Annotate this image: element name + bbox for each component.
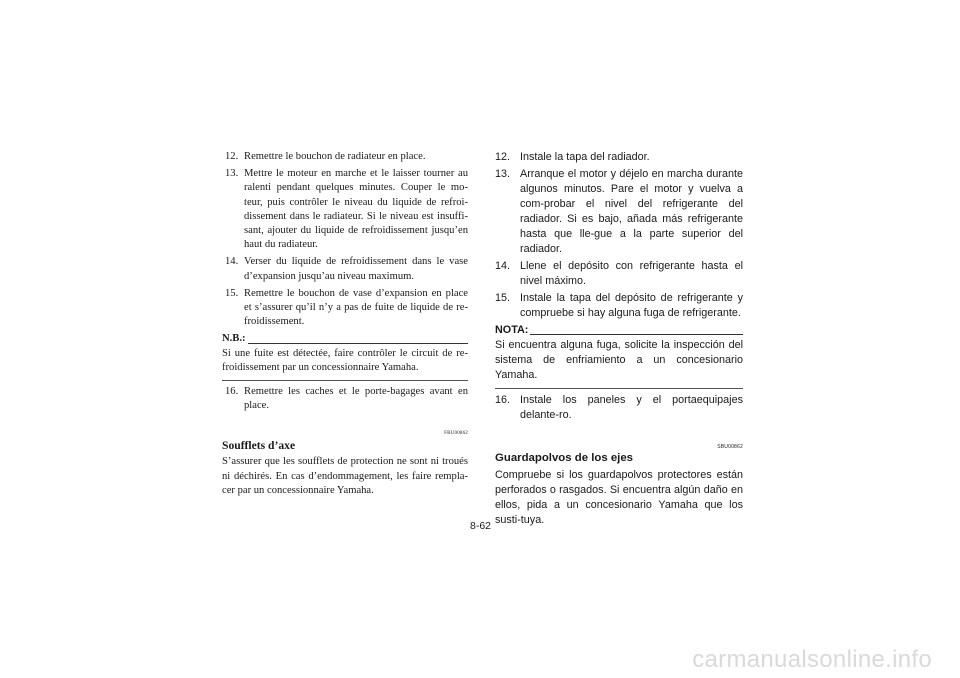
step-number: 13. <box>225 168 239 180</box>
step-text: Arranque el motor y déjelo en marcha durante algunos minutos. Pare el motor y vuelva a com-probar el nivel del refrigerante del radiador. Si es bajo, añada más refrigerante hasta que lle-gue a la parte superior del radiador. <box>520 168 743 255</box>
step-text: Llene el depósito con refrigerante hasta el nivel máximo. <box>520 260 743 287</box>
note-label: NOTA: <box>495 324 529 336</box>
es-step-13 <box>495 167 743 257</box>
es-section-text: Compruebe si los guardapolvos protectores están perforados o rasgados. Si encuentra algún daño en ellos, pida a un concesionario Yamaha que los susti-tuya. <box>495 469 743 526</box>
watermark: carmanualsonline.info <box>692 646 932 673</box>
note-label: N.B.: <box>222 333 246 345</box>
fr-note-header <box>222 332 468 346</box>
step-number: 16. <box>225 386 239 398</box>
fr-step-14 <box>222 255 468 283</box>
note-end-rule <box>222 380 468 381</box>
step-number: 12. <box>225 151 239 162</box>
es-step-14 <box>495 259 743 289</box>
es-section-title: Guardapolvos de los ejes <box>495 452 634 464</box>
fr-step-16 <box>222 385 468 413</box>
es-note-text: Si encuentra alguna fuga, solicite la inspección del sistema de enfriamiento a un concesionario Yamaha. <box>495 339 743 381</box>
step-number: 15. <box>225 287 239 299</box>
fr-step-12 <box>222 150 468 164</box>
es-step-12 <box>495 150 743 165</box>
french-column <box>222 150 468 498</box>
fr-section-code: FBU00862 <box>444 431 468 437</box>
note-rule <box>248 343 468 344</box>
note-rule <box>530 334 743 335</box>
step-number: 16. <box>495 394 511 406</box>
step-number: 12. <box>495 151 511 163</box>
page-number: 8-62 <box>470 520 492 532</box>
es-note-header <box>495 323 743 338</box>
step-number: 13. <box>495 168 511 180</box>
step-text: Verser du liquide de refroidissement dans le vase d’expansion jusqu’au niveau maximum. <box>244 256 468 282</box>
fr-note-text: Si une fuite est détectée, faire contrôler le circuit de re-froidissement par un concessionnaire Yamaha. <box>222 347 468 373</box>
step-text: Instale la tapa del depósito de refrigerante y compruebe si hay alguna fuga de refrigerante. <box>520 292 743 319</box>
step-text: Mettre le moteur en marche et le laisser tourner au ralenti pendant quelques minutes. Couper le mo-teur, puis contrôler le niveau du liquide de refroi-dissement dans le radiateur. Si le niveau est insuffi-sant, ajouter du liquide de refroidissement jusqu’en haut du radiateur. <box>244 168 468 251</box>
step-text: Remettre le bouchon de radiateur en place. <box>244 151 426 162</box>
step-text: Instale la tapa del radiador. <box>520 151 650 163</box>
fr-step-15 <box>222 287 468 330</box>
fr-section-text: S’assurer que les soufflets de protection ne sont ni troués ni déchirés. En cas d’endommagement, les faire rempla-cer par un concessionnaire Yamaha. <box>222 456 468 496</box>
step-number: 14. <box>495 260 511 272</box>
step-text: Remettre les caches et le porte-bagages avant en place. <box>244 386 468 412</box>
step-text: Instale los paneles y el portaequipajes delante-ro. <box>520 394 743 421</box>
note-end-rule <box>495 388 743 389</box>
fr-step-13 <box>222 167 468 252</box>
step-text: Remettre le bouchon de vase d’expansion en place et s’assurer qu’il n’y a pas de fuite de liquide de re-froidissement. <box>244 287 468 328</box>
es-step-16 <box>495 393 743 423</box>
fr-section-title: Soufflets d’axe <box>222 439 296 453</box>
step-number: 14. <box>225 256 239 268</box>
es-step-15 <box>495 291 743 321</box>
spanish-column <box>495 150 743 528</box>
step-number: 15. <box>495 292 511 304</box>
es-section-code: SBU00862 <box>717 444 743 450</box>
